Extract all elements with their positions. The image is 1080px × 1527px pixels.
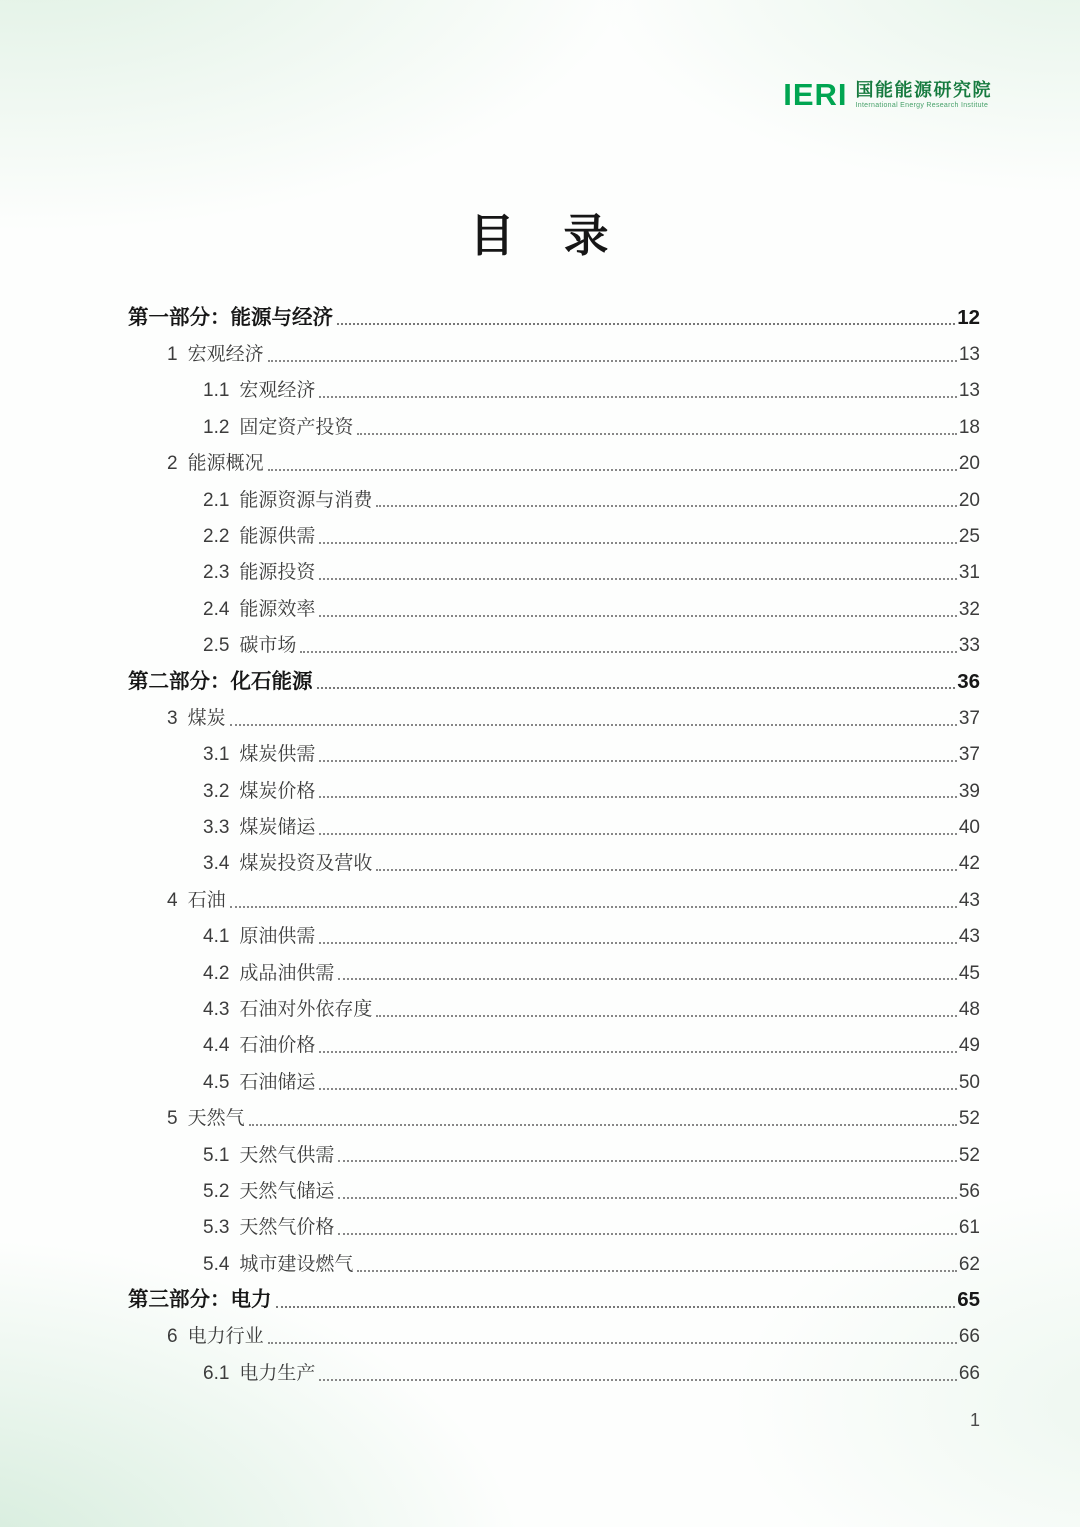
toc-entry-label: 电力行业	[187, 1326, 264, 1348]
toc-entry-page: 37	[958, 744, 980, 766]
toc-entry[interactable]	[128, 407, 980, 443]
toc-entry-number: 3.3	[203, 817, 230, 839]
dot-leader	[230, 906, 957, 908]
toc-entry[interactable]	[128, 917, 980, 953]
dot-leader	[268, 469, 957, 471]
toc-entry-label: 石油储运	[239, 1071, 316, 1093]
dot-leader	[338, 1197, 956, 1199]
toc-entry-page: 65	[957, 1288, 980, 1312]
toc-entry-label: 电力生产	[239, 1362, 316, 1384]
toc-entry[interactable]	[128, 880, 980, 916]
dot-leader	[230, 724, 957, 726]
toc-entry-page: 13	[958, 380, 980, 402]
toc-entry-page: 39	[958, 780, 980, 802]
dot-leader	[319, 1051, 956, 1053]
ieri-logo-acronym: IERI	[783, 77, 848, 112]
dot-leader	[268, 360, 957, 362]
toc-entry[interactable]	[128, 1353, 980, 1389]
toc-entry[interactable]	[128, 735, 980, 771]
toc-entry-page: 25	[958, 525, 980, 547]
toc-entry-number: 3	[167, 707, 178, 729]
toc-entry-page: 43	[958, 926, 980, 948]
toc-entry-label: 石油对外依存度	[239, 998, 373, 1020]
dot-leader	[338, 1160, 956, 1162]
toc-entry[interactable]	[128, 589, 980, 625]
toc-entry-label: 第三部分：电力	[128, 1288, 272, 1312]
toc-entry-page: 37	[958, 707, 980, 729]
toc-entry[interactable]	[128, 771, 980, 807]
toc-entry-page: 12	[957, 305, 980, 329]
dot-leader	[300, 651, 956, 653]
toc-entry-number: 6.1	[203, 1362, 230, 1384]
toc-entry[interactable]	[128, 371, 980, 407]
toc-entry[interactable]	[128, 334, 980, 370]
toc-list	[128, 298, 980, 1390]
toc-entry-number: 2	[167, 453, 178, 475]
toc-entry[interactable]	[128, 1317, 980, 1353]
toc-entry-number: 1	[167, 343, 178, 365]
dot-leader	[317, 687, 956, 689]
toc-entry-number: 2.4	[203, 598, 230, 620]
toc-entry-label: 碳市场	[239, 635, 297, 657]
toc-entry[interactable]	[128, 989, 980, 1025]
toc-entry[interactable]	[128, 1281, 980, 1317]
toc-entry[interactable]	[128, 1171, 980, 1207]
toc-entry-label: 成品油供需	[239, 962, 335, 984]
toc-entry-page: 33	[958, 635, 980, 657]
toc-entry-label: 天然气	[187, 1108, 245, 1130]
toc-entry-number: 3.2	[203, 780, 230, 802]
dot-leader	[376, 1015, 956, 1017]
toc-entry-page: 20	[958, 489, 980, 511]
toc-entry-label: 煤炭供需	[239, 744, 316, 766]
toc-entry-number: 4.2	[203, 962, 230, 984]
toc-entry[interactable]	[128, 698, 980, 734]
toc-entry-number: 4.1	[203, 926, 230, 948]
toc-entry-number: 5.3	[203, 1217, 230, 1239]
toc-entry-page: 52	[958, 1108, 980, 1130]
toc-entry-number: 1.2	[203, 416, 230, 438]
toc-entry-label: 城市建设燃气	[239, 1253, 354, 1275]
toc-entry-label: 石油	[187, 889, 226, 911]
toc-entry[interactable]	[128, 553, 980, 589]
toc-entry-number: 4	[167, 889, 178, 911]
toc-entry-page: 56	[958, 1180, 980, 1202]
toc-entry-page: 52	[958, 1144, 980, 1166]
toc-entry[interactable]	[128, 516, 980, 552]
toc-entry-number: 6	[167, 1326, 178, 1348]
toc-entry[interactable]	[128, 844, 980, 880]
dot-leader	[319, 542, 956, 544]
toc-entry-page: 48	[958, 998, 980, 1020]
toc-entry-page: 20	[958, 453, 980, 475]
toc-entry-label: 天然气价格	[239, 1217, 335, 1239]
toc-entry-page: 62	[958, 1253, 980, 1275]
dot-leader	[357, 1270, 956, 1272]
toc-entry-label: 煤炭价格	[239, 780, 316, 802]
toc-entry-label: 宏观经济	[187, 343, 264, 365]
ieri-logo-names	[856, 80, 993, 109]
toc-page-title: 目 录	[469, 210, 611, 261]
dot-leader	[319, 1088, 956, 1090]
ieri-logo-name-en: International Energy Research Institute	[855, 101, 989, 109]
toc-entry-number: 5.1	[203, 1144, 230, 1166]
toc-entry-label: 固定资产投资	[239, 416, 354, 438]
toc-entry[interactable]	[128, 1062, 980, 1098]
dot-leader	[249, 1124, 957, 1126]
toc-entry[interactable]	[128, 1244, 980, 1280]
dot-leader	[319, 796, 956, 798]
dot-leader	[338, 978, 956, 980]
dot-leader	[319, 760, 956, 762]
toc-entry[interactable]	[128, 444, 980, 480]
toc-entry-page: 66	[958, 1362, 980, 1384]
toc-entry-label: 能源效率	[239, 598, 316, 620]
toc-entry-number: 5.2	[203, 1180, 230, 1202]
toc-entry-label: 天然气储运	[239, 1180, 335, 1202]
toc-entry-page: 32	[958, 598, 980, 620]
toc-entry-number: 1.1	[203, 380, 230, 402]
toc-entry[interactable]	[128, 1135, 980, 1171]
toc-entry-number: 2.3	[203, 562, 230, 584]
toc-entry[interactable]	[128, 953, 980, 989]
dot-leader	[268, 1342, 957, 1344]
dot-leader	[276, 1306, 956, 1308]
dot-leader	[319, 833, 956, 835]
toc-entry[interactable]	[128, 807, 980, 843]
toc-entry[interactable]	[128, 298, 980, 334]
toc-entry-number: 2.1	[203, 489, 230, 511]
toc-entry-page: 66	[958, 1326, 980, 1348]
dot-leader	[319, 578, 956, 580]
toc-entry-label: 煤炭储运	[239, 817, 316, 839]
toc-entry-label: 能源供需	[239, 525, 316, 547]
dot-leader	[376, 869, 956, 871]
toc-entry[interactable]	[128, 1026, 980, 1062]
toc-entry-number: 3.4	[203, 853, 230, 875]
toc-entry[interactable]	[128, 1099, 980, 1135]
dot-leader	[357, 433, 956, 435]
toc-entry-label: 煤炭投资及营收	[239, 853, 373, 875]
toc-entry-page: 36	[957, 669, 980, 693]
toc-entry-page: 45	[958, 962, 980, 984]
toc-entry-page: 43	[958, 889, 980, 911]
toc-entry-number: 4.3	[203, 998, 230, 1020]
toc-entry-label: 原油供需	[239, 926, 316, 948]
toc-entry-label: 能源概况	[187, 453, 264, 475]
toc-entry-label: 煤炭	[187, 707, 226, 729]
toc-entry-page: 31	[958, 562, 980, 584]
page-number: 1	[969, 1410, 980, 1430]
toc-entry-page: 42	[958, 853, 980, 875]
toc-entry-page: 50	[958, 1071, 980, 1093]
toc-entry-label: 第一部分：能源与经济	[128, 305, 333, 329]
toc-entry-label: 能源资源与消费	[239, 489, 373, 511]
toc-entry-number: 2.2	[203, 525, 230, 547]
toc-entry[interactable]	[128, 1208, 980, 1244]
toc-entry-page: 18	[958, 416, 980, 438]
toc-entry-label: 第二部分：化石能源	[128, 669, 313, 693]
toc-entry-number: 3.1	[203, 744, 230, 766]
toc-entry-label: 天然气供需	[239, 1144, 335, 1166]
toc-entry-number: 4.4	[203, 1035, 230, 1057]
dot-leader	[337, 323, 955, 325]
dot-leader	[319, 615, 956, 617]
toc-entry-page: 61	[958, 1217, 980, 1239]
toc-entry[interactable]	[128, 662, 980, 698]
toc-entry-label: 能源投资	[239, 562, 316, 584]
toc-entry-label: 宏观经济	[239, 380, 316, 402]
toc-entry-number: 5.4	[203, 1253, 230, 1275]
toc-entry-number: 5	[167, 1108, 178, 1130]
toc-entry-page: 13	[958, 343, 980, 365]
toc-entry[interactable]	[128, 480, 980, 516]
ieri-logo	[783, 79, 992, 110]
ieri-logo-name-cn: 国能能源研究院	[855, 80, 992, 101]
toc-entry-page: 49	[958, 1035, 980, 1057]
toc-entry-number: 2.5	[203, 635, 230, 657]
dot-leader	[319, 1379, 956, 1381]
toc-entry-number: 4.5	[203, 1071, 230, 1093]
dot-leader	[338, 1233, 956, 1235]
toc-entry[interactable]	[128, 626, 980, 662]
toc-entry-page: 40	[958, 817, 980, 839]
dot-leader	[319, 396, 956, 398]
dot-leader	[319, 942, 956, 944]
dot-leader	[376, 505, 956, 507]
toc-entry-label: 石油价格	[239, 1035, 316, 1057]
